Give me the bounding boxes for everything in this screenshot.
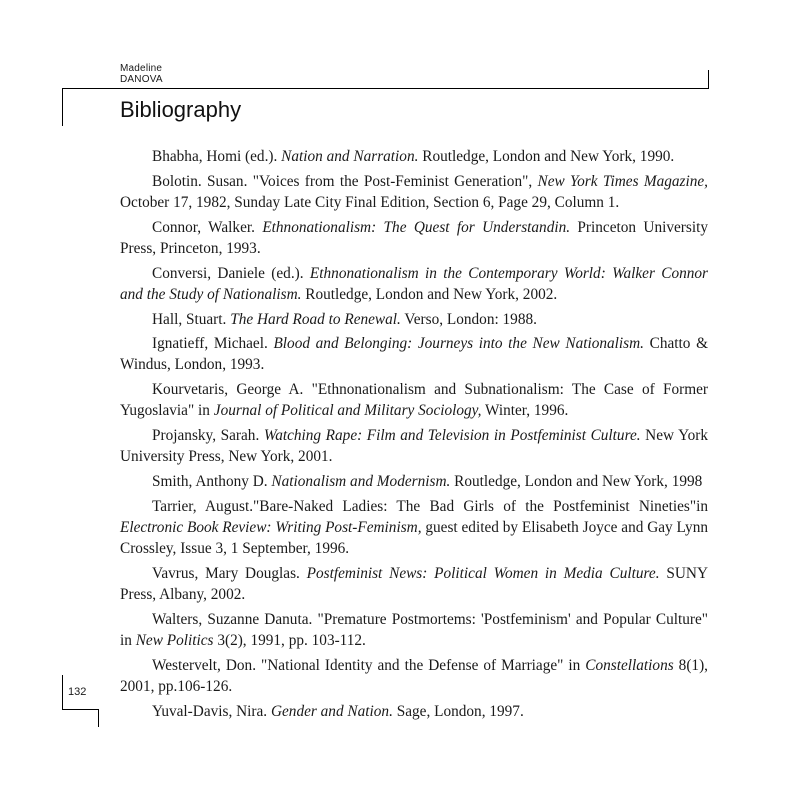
bib-entry: Smith, Anthony D. Nationalism and Modernism. Routledge, London and New York, 1998 (152, 473, 703, 491)
bib-entry: Tarrier, August."Bare-Naked Ladies: The Bad Girls of the Postfeminist Nineties"in Electronic Book Review: Writing Post-Feminism, guest edited by Elisabeth Joyce and Gay Lynn Crossley, Issue 3, 1 September, 1996. (120, 498, 708, 558)
bib-entry: Westervelt, Don. "National Identity and the Defense of Marriage" in Constellations 8(1), 2001, pp.106-126. (120, 656, 708, 695)
bib-entry: Vavrus, Mary Douglas. Postfeminist News: Political Women in Media Culture. SUNY Press, Albany, 2002. (120, 564, 708, 603)
header-rule (62, 88, 709, 89)
bib-entry: Hall, Stuart. The Hard Road to Renewal. Verso, London: 1988. (152, 310, 537, 328)
bib-entry: Bolotin. Susan. "Voices from the Post-Feminist Generation", New York Times Magazine, October 17, 1982, Sunday Late City Final Edition, Section 6, Page 29, Column 1. (120, 172, 708, 211)
bib-entry: Walters, Suzanne Danuta. "Premature Postmortems: 'Postfeminism' and Popular Culture" in New Politics 3(2), 1991, pp. 103-112. (120, 610, 708, 649)
bib-entry: Bhabha, Homi (ed.). Nation and Narration. Routledge, London and New York, 1990. (152, 148, 675, 165)
page-number: 132 (68, 686, 87, 698)
footer-left-tick (62, 675, 63, 710)
header-right-tick (708, 70, 709, 89)
running-head-author-first: Madeline (120, 63, 163, 74)
bib-entry: Yuval-Davis, Nira. Gender and Nation. Sage, London, 1997. (152, 702, 524, 720)
footer-right-tick (98, 709, 99, 727)
bib-entry: Kourvetaris, George A. "Ethnonationalism and Subnationalism: The Case of Former Yugoslavia" in Journal of Political and Military Sociology, Winter, 1996. (120, 381, 708, 420)
bibliography-list (120, 146, 708, 725)
page-title: Bibliography (120, 97, 242, 122)
running-head-author-last: DANOVA (120, 74, 163, 85)
bib-entry: Connor, Walker. Ethnonationalism: The Quest for Understandin. Princeton University Press, Princeton, 1993. (120, 218, 708, 257)
bib-entry: Projansky, Sarah. Watching Rape: Film and Television in Postfeminist Culture. New York University Press, New York, 2001. (120, 427, 708, 466)
bib-entry: Conversi, Daniele (ed.). Ethnonationalism in the Contemporary World: Walker Connor and the Study of Nationalism. Routledge, London and New York, 2002. (120, 264, 708, 303)
bib-entry: Ignatieff, Michael. Blood and Belonging: Journeys into the New Nationalism. Chatto & Windus, London, 1993. (120, 335, 708, 374)
footer-rule (62, 709, 99, 710)
header-left-tick (62, 88, 63, 126)
